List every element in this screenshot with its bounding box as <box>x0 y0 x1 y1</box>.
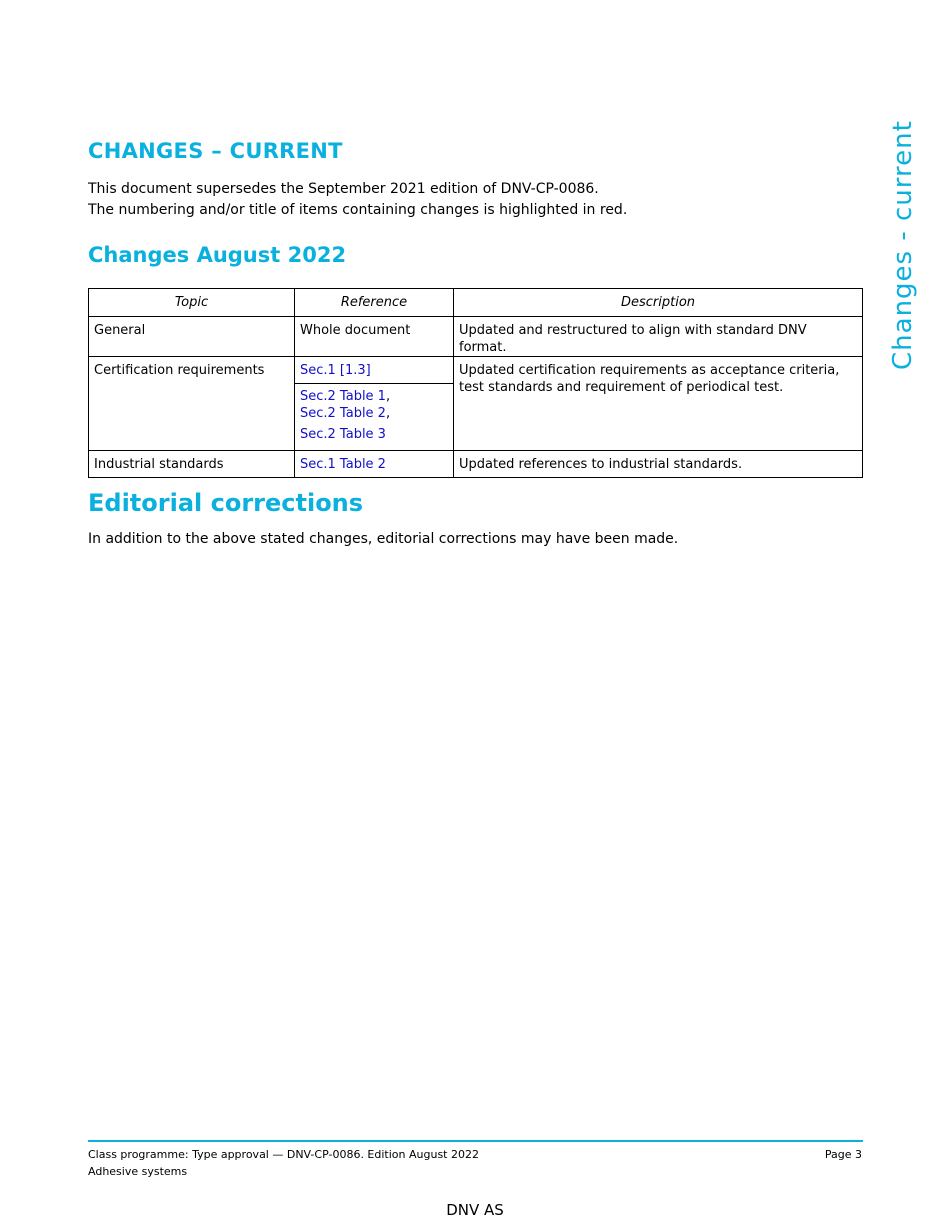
section-title-changes: Changes August 2022 <box>88 243 347 267</box>
footer-document-info <box>88 1146 479 1180</box>
page-title: CHANGES – CURRENT <box>88 139 343 163</box>
intro-line: This document supersedes the September 2021 edition of DNV-CP-0086. <box>88 181 599 197</box>
reference-link[interactable]: Sec.2 Table 2 <box>300 406 386 421</box>
changes-table <box>88 288 863 478</box>
reference-cell: Sec.2 Table 1, Sec.2 Table 2, Sec.2 Table 3 <box>295 384 454 451</box>
topic-cell: General <box>89 317 295 357</box>
table-row <box>89 451 863 478</box>
reference-link[interactable]: Sec.1 [1.3] <box>300 363 371 378</box>
description-cell: Updated certification requirements as acceptance criteria, test standards and requirement of periodical test. <box>454 357 863 451</box>
footer-divider <box>88 1140 863 1142</box>
intro-text <box>88 179 627 221</box>
reference-link[interactable]: Sec.2 Table 3 <box>300 427 386 442</box>
reference-cell <box>295 451 454 478</box>
description-cell: Updated references to industrial standards. <box>454 451 863 478</box>
reference-link[interactable]: Sec.2 Table 1 <box>300 389 386 404</box>
reference-cell: Whole document <box>295 317 454 357</box>
table-row <box>89 317 863 357</box>
column-header-reference: Reference <box>295 289 454 317</box>
side-tab-label: Changes - current <box>888 120 918 370</box>
table-row <box>89 357 863 384</box>
editorial-text: In addition to the above stated changes, editorial corrections may have been made. <box>88 531 679 547</box>
column-header-description: Description <box>454 289 863 317</box>
footer-line: Adhesive systems <box>88 1165 188 1178</box>
description-cell: Updated and restructured to align with standard DNV format. <box>454 317 863 357</box>
page-number: Page 3 <box>824 1148 862 1161</box>
topic-cell: Industrial standards <box>89 451 295 478</box>
column-header-topic: Topic <box>89 289 295 317</box>
section-title-editorial: Editorial corrections <box>88 489 364 517</box>
topic-cell: Certification requirements <box>89 357 295 451</box>
table-header-row <box>89 289 863 317</box>
reference-cell <box>295 357 454 384</box>
intro-line: The numbering and/or title of items containing changes is highlighted in red. <box>88 202 628 218</box>
reference-link[interactable]: Sec.1 Table 2 <box>300 457 386 472</box>
footer-line: Class programme: Type approval — DNV-CP-0086. Edition August 2022 <box>88 1148 479 1161</box>
company-name: DNV AS <box>446 1201 504 1219</box>
